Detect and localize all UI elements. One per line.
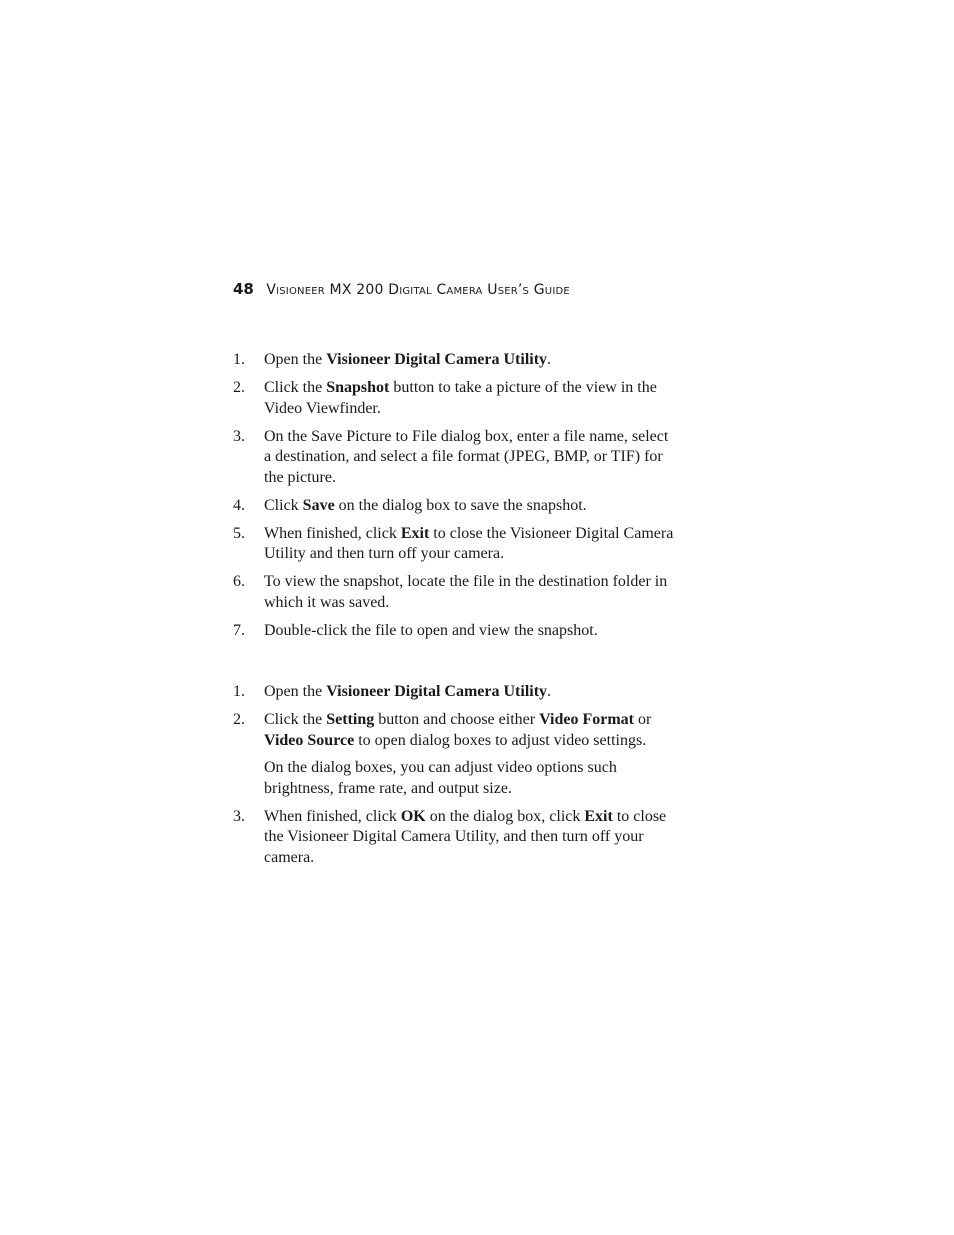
list-item <box>233 350 678 371</box>
list-item <box>233 682 678 703</box>
step-body <box>264 710 678 799</box>
utility-name: Visioneer Digital Camera Utility <box>326 683 548 700</box>
step-text: Open the Visioneer Digital Camera Utility. <box>264 683 552 700</box>
video-format-option: Video Format <box>539 711 634 728</box>
step-number: 4. <box>233 496 245 514</box>
step-number: 5. <box>233 524 245 542</box>
running-header <box>233 280 570 299</box>
step-number: 3. <box>233 807 245 825</box>
list-item <box>233 807 678 869</box>
step-text: Click the Setting button and choose either Video Format or Video Source to open dialog boxes to adjust video settings. <box>264 711 652 749</box>
step-number: 2. <box>233 711 245 728</box>
setting-button-name: Setting <box>326 711 375 728</box>
step-number: 7. <box>233 621 245 639</box>
list-item <box>233 621 678 642</box>
save-button-name: Save <box>302 496 335 514</box>
video-settings-steps-list <box>233 682 678 876</box>
step-number: 1. <box>233 351 245 368</box>
list-item <box>233 524 678 565</box>
step-number: 6. <box>233 573 245 590</box>
step-text: To view the snapshot, locate the file in the destination folder in which it was saved. <box>264 573 668 611</box>
book-title: Visioneer MX 200 Digital Camera User’s Guide <box>266 282 570 298</box>
step-number: 2. <box>233 379 245 396</box>
step-note: On the dialog boxes, you can adjust video options such brightness, frame rate, and output size. <box>264 759 617 797</box>
list-item <box>233 572 678 613</box>
list-item <box>233 427 678 489</box>
list-item <box>233 710 678 799</box>
step-text: Click the Snapshot button to take a picture of the view in the Video Viewfinder. <box>264 379 657 417</box>
utility-name: Visioneer Digital Camera Utility <box>326 351 548 368</box>
step-text: When finished, click OK on the dialog box, click Exit to close the Visioneer Digital Camera Utility, and then turn off your camera. <box>264 807 667 866</box>
exit-button-name: Exit <box>584 807 613 825</box>
list-item <box>233 378 678 419</box>
page-number: 48 <box>233 280 254 298</box>
video-source-option: Video Source <box>264 731 355 749</box>
exit-button-name: Exit <box>400 524 430 542</box>
ok-button-name: OK <box>400 807 426 825</box>
step-text: When finished, click Exit to close the Visioneer Digital Camera Utility and then turn off your camera. <box>264 524 674 562</box>
step-number: 1. <box>233 683 245 700</box>
step-text: Open the Visioneer Digital Camera Utility. <box>264 351 552 368</box>
list-item <box>233 496 678 517</box>
step-text: Click Save on the dialog box to save the snapshot. <box>264 496 587 514</box>
snapshot-button-name: Snapshot <box>326 379 390 396</box>
step-number: 3. <box>233 427 245 445</box>
step-text: On the Save Picture to File dialog box, enter a file name, select a destination, and select a file format (JPEG, BMP, or TIF) for the picture. <box>264 427 669 486</box>
step-text: Double-click the file to open and view the snapshot. <box>264 621 598 639</box>
snapshot-steps-list <box>233 350 678 649</box>
